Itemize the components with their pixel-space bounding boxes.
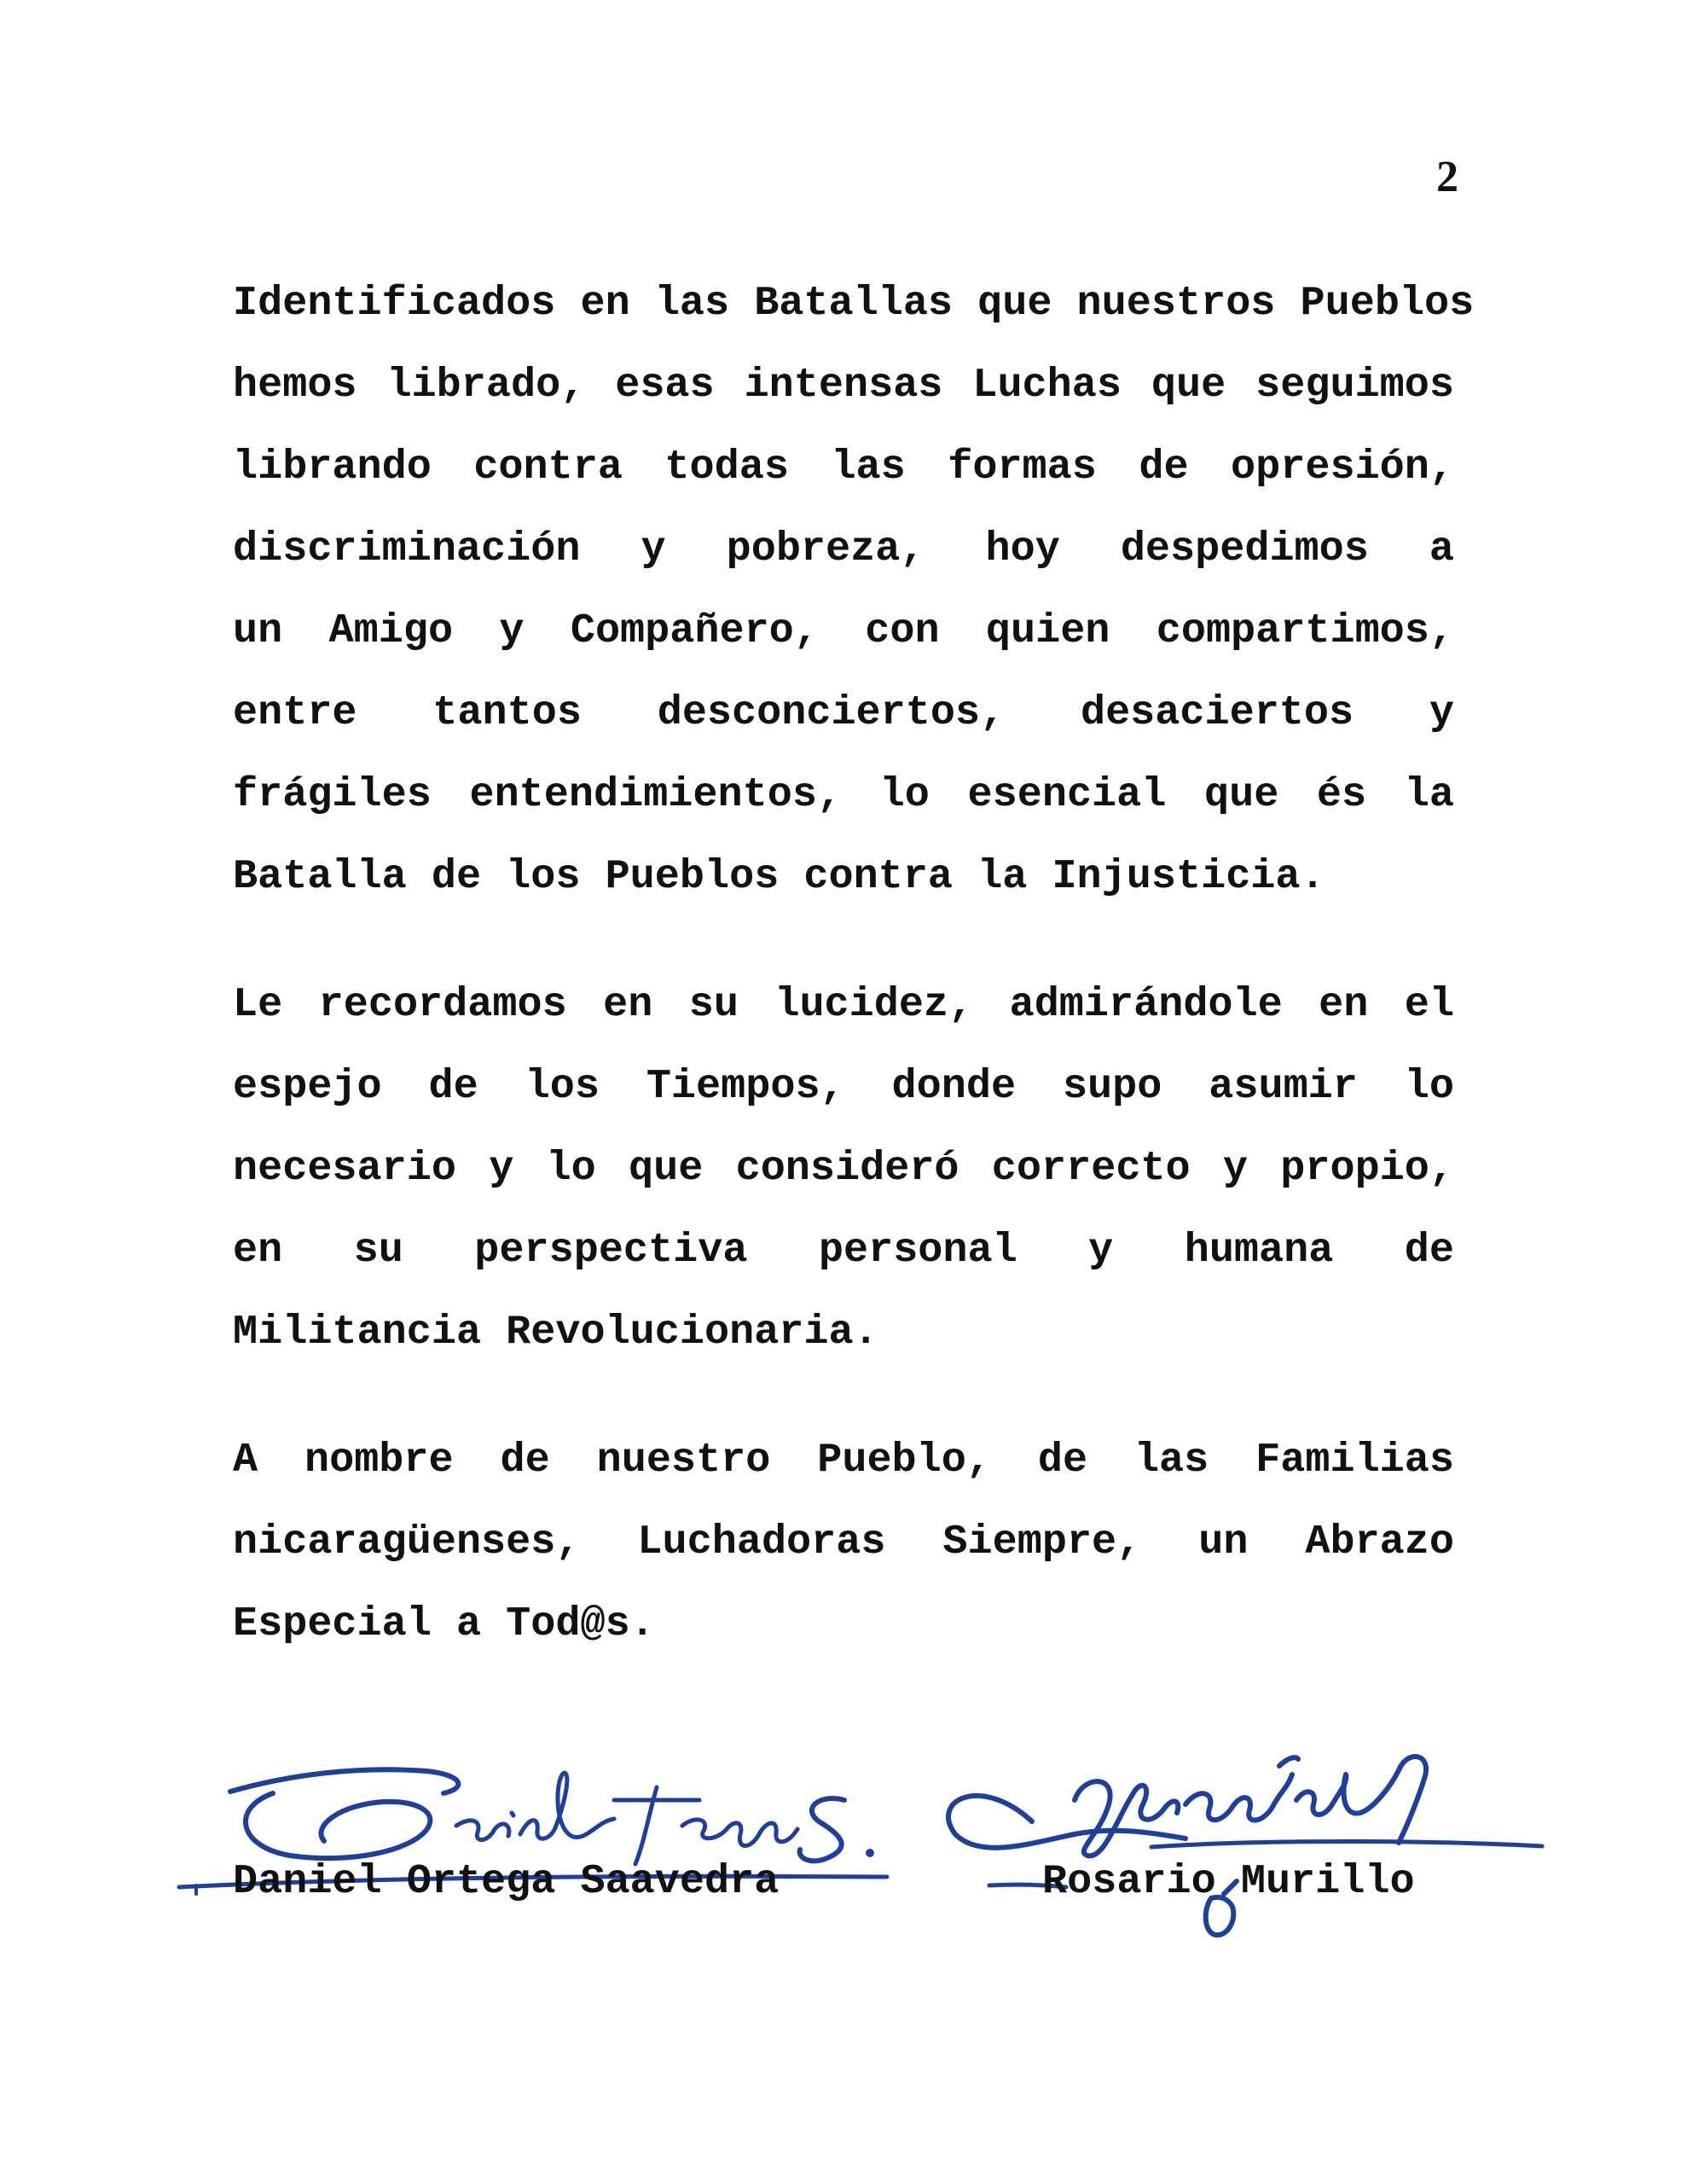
paragraph-tribute	[233, 263, 1475, 918]
paragraph-line: Identificados en las Batallas que nuestros Pueblos	[233, 280, 1475, 327]
signature-block	[171, 1740, 1552, 1962]
paragraph-closing	[233, 1420, 1454, 1665]
paragraph-line: discriminación y pobreza, hoy despedimos a	[233, 526, 1454, 572]
paragraph-line: un Amigo y Compañero, con quien compartimos,	[233, 607, 1454, 654]
paragraph-line: Le recordamos en su lucidez, admirándole en el	[233, 981, 1454, 1028]
paragraph-line: en su perspectiva personal y humana de	[233, 1227, 1454, 1274]
signatures-drawing	[171, 1740, 1552, 1962]
paragraph-line: hemos librado, esas intensas Luchas que seguimos	[233, 362, 1454, 409]
signer-name: Daniel Ortega Saavedra	[233, 1858, 780, 1905]
signer-name: Rosario Murillo	[1042, 1858, 1415, 1905]
paragraph-line: Especial a Tod@s.	[233, 1600, 655, 1647]
signature-rosario-murillo	[948, 1757, 1542, 1935]
paragraph-line: librando contra todas las formas de opresión,	[233, 444, 1454, 491]
paragraph-line: espejo de los Tiempos, donde supo asumir lo	[233, 1063, 1454, 1110]
page-number: 2	[1436, 153, 1458, 201]
paragraph-line: A nombre de nuestro Pueblo, de las Familias	[233, 1437, 1454, 1484]
paragraph-line: entre tantos desconciertos, desaciertos y	[233, 689, 1454, 736]
paragraph-line: necesario y lo que consideró correcto y propio,	[233, 1145, 1454, 1192]
paragraph-line: Batalla de los Pueblos contra la Injusticia.	[233, 853, 1325, 900]
paragraph-line: nicaragüenses, Luchadoras Siempre, un Abrazo	[233, 1519, 1454, 1565]
paragraph-line: Militancia Revolucionaria.	[233, 1309, 878, 1356]
paragraph-remembrance	[233, 964, 1454, 1374]
paragraph-line: frágiles entendimientos, lo esencial que és la	[233, 771, 1454, 818]
